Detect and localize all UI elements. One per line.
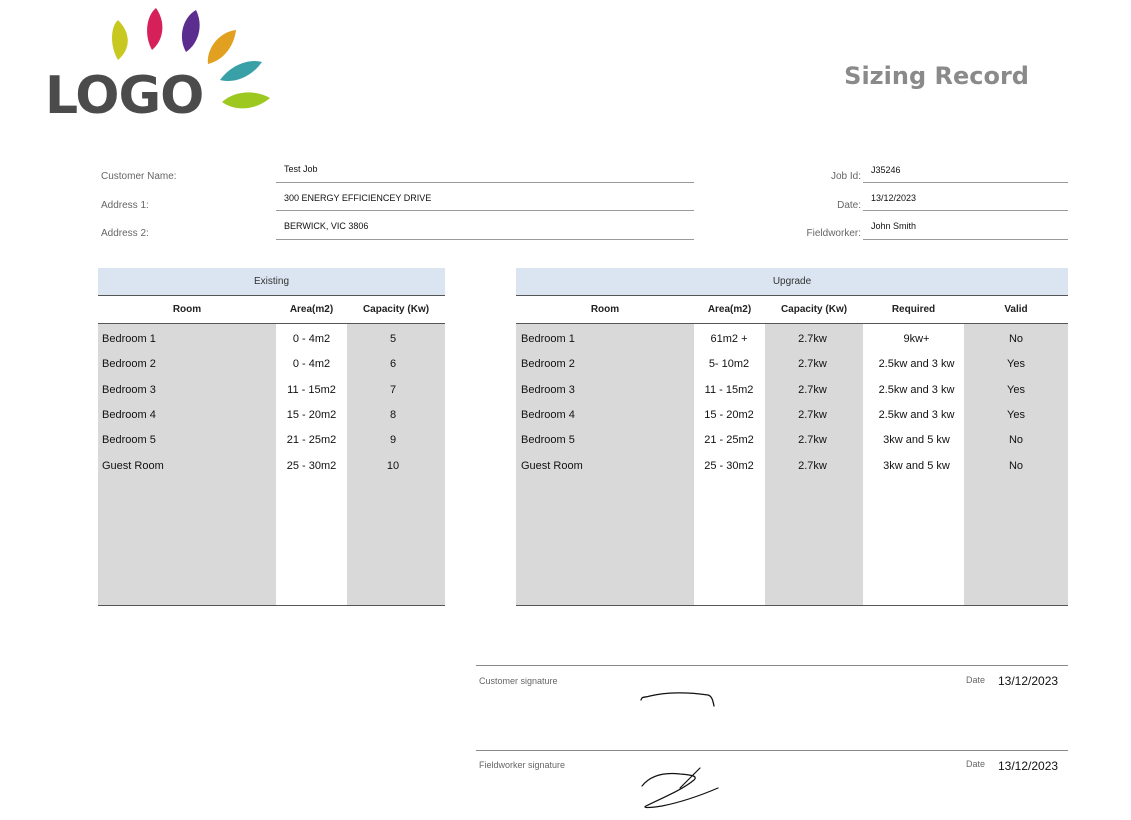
existing-cell-room: Bedroom 2 <box>102 358 156 370</box>
upgrade-cell-capacity: 2.7kw <box>798 460 827 472</box>
upgrade-cell-area: 11 - 15m2 <box>704 384 754 396</box>
customer-name-label: Customer Name: <box>101 171 177 182</box>
upgrade-cell-valid: No <box>1008 460 1024 472</box>
fieldworker-date-value: 13/12/2023 <box>998 759 1059 773</box>
existing-cell-capacity: 9 <box>389 434 397 446</box>
logo-text: LOGO <box>45 66 204 126</box>
job-id-value: J35246 <box>871 165 901 175</box>
address2-label: Address 2: <box>101 228 149 239</box>
upgrade-cell-capacity: 2.7kw <box>798 434 827 446</box>
fieldworker-date-label: Date <box>966 759 986 769</box>
address1-label: Address 1: <box>101 200 149 211</box>
customer-handwritten-signature <box>636 686 720 712</box>
upgrade-cell-required: 2.5kw and 3 kw <box>878 409 955 421</box>
existing-cell-area: 11 - 15m2 <box>287 384 336 396</box>
date-label: Date: <box>837 200 861 211</box>
upgrade-header-area: Area(m2) <box>707 304 752 315</box>
fieldworker-handwritten-signature <box>636 762 726 812</box>
existing-cell-capacity: 10 <box>386 460 400 472</box>
existing-cell-room: Guest Room <box>102 460 164 472</box>
upgrade-table-bottom-rule <box>516 605 1068 606</box>
date-line <box>863 210 1068 211</box>
upgrade-cell-area: 61m2 + <box>710 333 748 345</box>
upgrade-cell-room: Bedroom 2 <box>521 358 575 370</box>
upgrade-cell-required: 3kw and 5 kw <box>883 434 950 446</box>
upgrade-cell-room: Guest Room <box>521 460 583 472</box>
existing-table-bottom-rule <box>98 605 445 606</box>
upgrade-header-room: Room <box>590 304 620 315</box>
upgrade-cell-valid: Yes <box>1007 384 1025 396</box>
upgrade-cell-capacity: 2.7kw <box>798 358 827 370</box>
upgrade-header-capacity: Capacity (Kw) <box>780 304 848 315</box>
company-logo <box>40 2 280 124</box>
date-value: 13/12/2023 <box>871 193 917 203</box>
existing-header-room: Room <box>172 304 202 315</box>
existing-cell-room: Bedroom 3 <box>102 384 156 396</box>
upgrade-cell-valid: No <box>1008 333 1024 345</box>
existing-table-title: Existing <box>98 268 445 296</box>
upgrade-cell-capacity: 2.7kw <box>798 409 827 421</box>
existing-cell-area: 21 - 25m2 <box>286 434 337 446</box>
address1-line <box>276 210 694 211</box>
fieldworker-label: Fieldworker: <box>806 228 861 239</box>
customer-name-line <box>276 182 694 183</box>
fieldworker-line <box>863 239 1068 240</box>
fieldworker-signature-line <box>476 750 1068 751</box>
document-title: Sizing Record <box>844 62 1029 90</box>
existing-cell-room: Bedroom 4 <box>102 409 156 421</box>
upgrade-cell-area: 15 - 20m2 <box>704 409 754 421</box>
upgrade-cell-required: 2.5kw and 3 kw <box>878 358 955 370</box>
upgrade-cell-required: 3kw and 5 kw <box>883 460 950 472</box>
address2-line <box>276 239 694 240</box>
upgrade-cell-room: Bedroom 4 <box>521 409 575 421</box>
upgrade-cell-room: Bedroom 1 <box>521 333 575 345</box>
address1-value: 300 ENERGY EFFICIENCEY DRIVE <box>284 193 432 203</box>
upgrade-cell-area: 25 - 30m2 <box>704 460 754 472</box>
existing-header-bottom-rule <box>98 323 445 324</box>
existing-cell-capacity: 6 <box>389 358 397 370</box>
upgrade-cell-area: 5- 10m2 <box>708 358 750 370</box>
address2-value: BERWICK, VIC 3806 <box>284 221 369 231</box>
existing-cell-area: 25 - 30m2 <box>286 460 337 472</box>
upgrade-cell-room: Bedroom 3 <box>521 384 575 396</box>
upgrade-header-required: Required <box>891 304 936 315</box>
upgrade-cell-valid: No <box>1008 434 1024 446</box>
customer-date-value: 13/12/2023 <box>998 674 1059 688</box>
upgrade-cell-room: Bedroom 5 <box>521 434 575 446</box>
upgrade-cell-valid: Yes <box>1007 358 1025 370</box>
existing-cell-room: Bedroom 5 <box>102 434 156 446</box>
existing-cell-area: 15 - 20m2 <box>286 409 337 421</box>
fieldworker-value: John Smith <box>871 221 917 231</box>
upgrade-cell-required: 2.5kw and 3 kw <box>878 384 955 396</box>
upgrade-cell-capacity: 2.7kw <box>798 384 827 396</box>
upgrade-cell-capacity: 2.7kw <box>798 333 827 345</box>
upgrade-cell-required: 9kw+ <box>903 333 930 345</box>
job-id-line <box>863 182 1068 183</box>
existing-cell-capacity: 5 <box>389 333 397 345</box>
existing-cell-capacity: 7 <box>389 384 397 396</box>
existing-cell-area: 0 - 4m2 <box>292 358 331 370</box>
existing-cell-room: Bedroom 1 <box>102 333 156 345</box>
upgrade-cell-valid: Yes <box>1007 409 1025 421</box>
customer-name-value: Test Job <box>284 164 318 174</box>
existing-header-area: Area(m2) <box>289 304 334 315</box>
upgrade-cell-area: 21 - 25m2 <box>704 434 754 446</box>
customer-date-label: Date <box>966 675 986 685</box>
upgrade-table-title: Upgrade <box>516 268 1068 296</box>
upgrade-header-valid: Valid <box>1004 304 1028 315</box>
existing-cell-capacity: 8 <box>389 409 397 421</box>
upgrade-header-bottom-rule <box>516 323 1068 324</box>
existing-header-capacity: Capacity (Kw) <box>362 304 430 315</box>
existing-cell-area: 0 - 4m2 <box>292 333 331 345</box>
customer-signature-line <box>476 665 1068 666</box>
fieldworker-signature-label: Fieldworker signature <box>479 760 566 770</box>
job-id-label: Job Id: <box>830 171 861 182</box>
customer-signature-label: Customer signature <box>479 676 558 686</box>
